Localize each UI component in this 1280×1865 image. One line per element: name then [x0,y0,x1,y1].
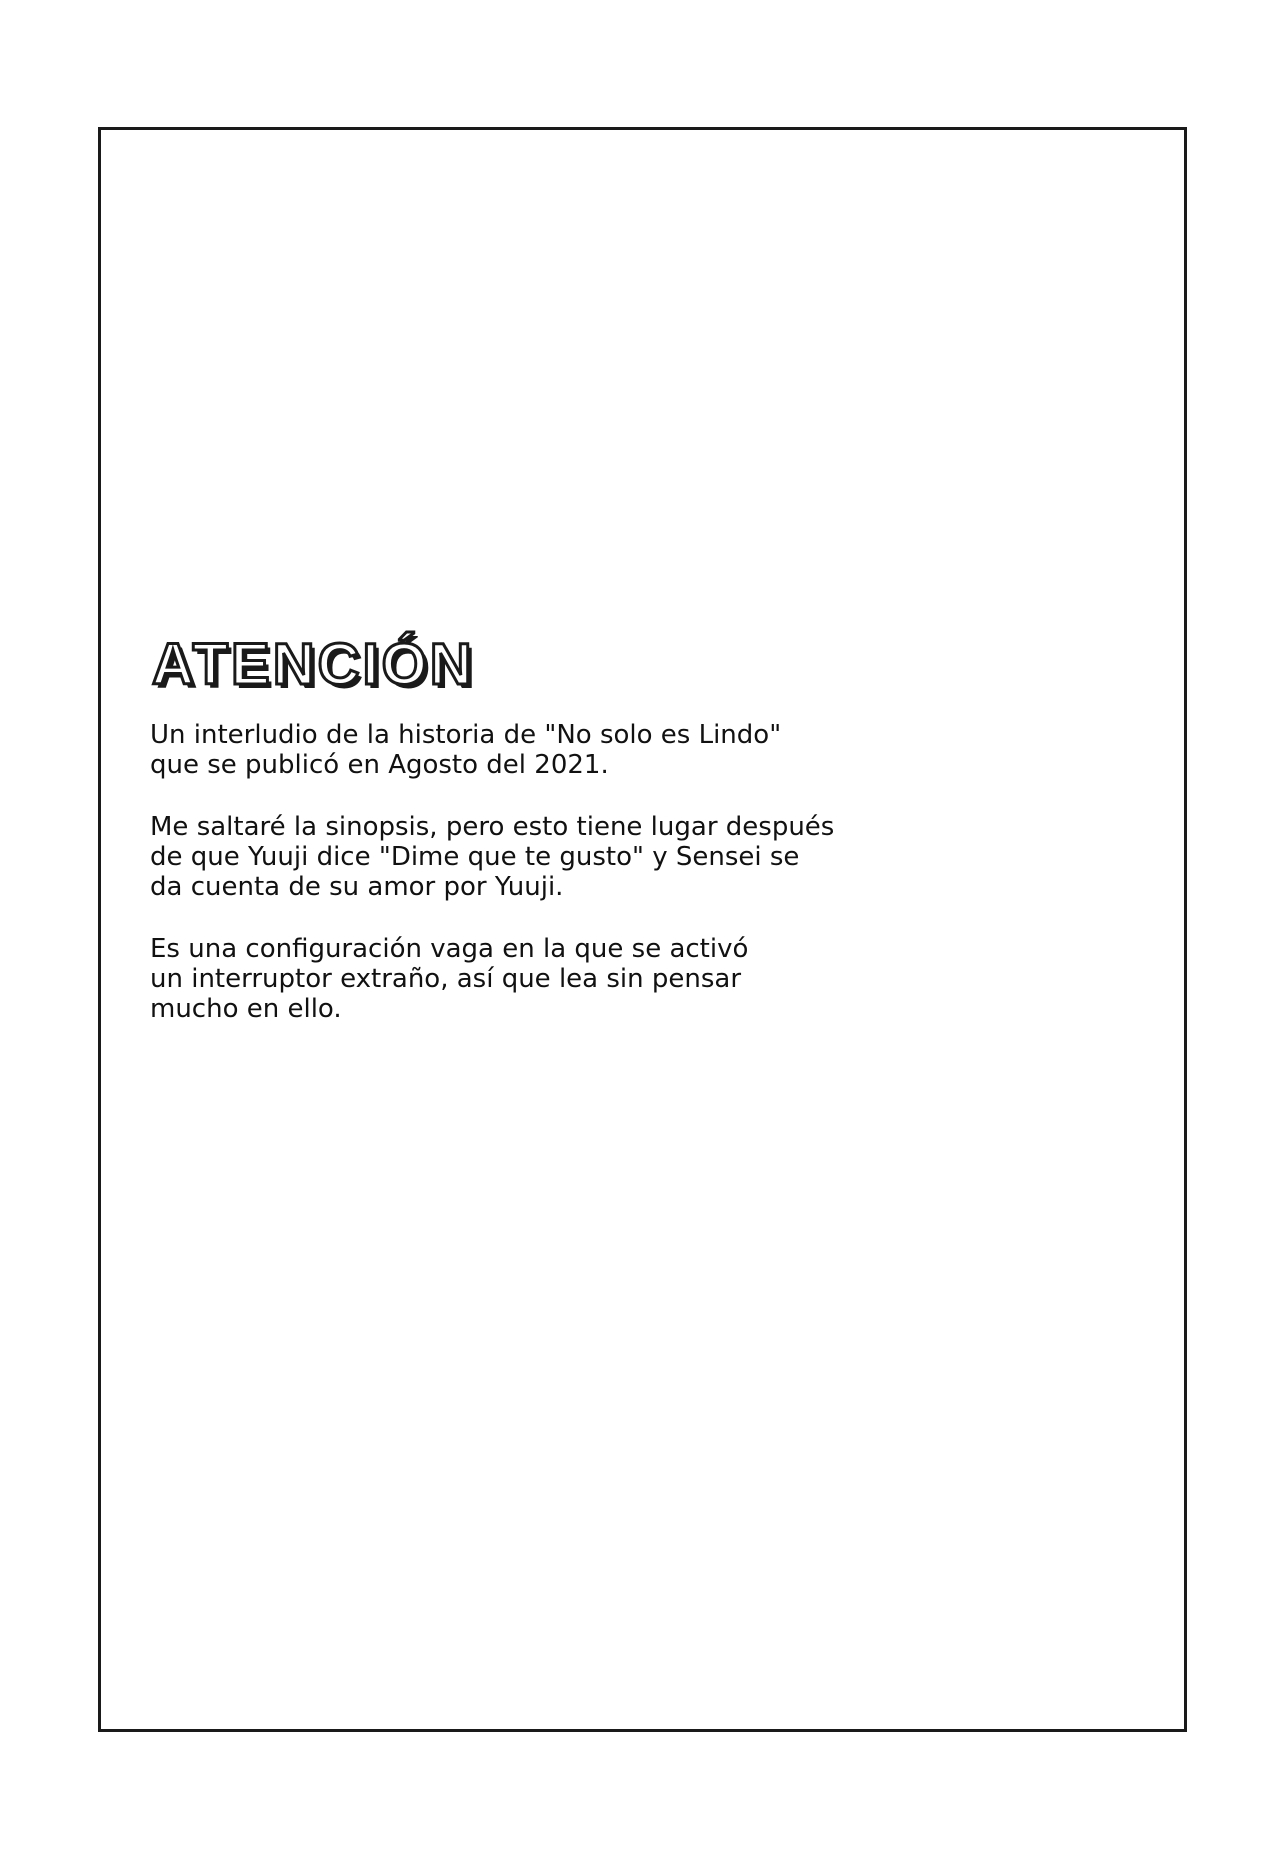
notice-line: que se publicó en Agosto del 2021. [150,750,609,780]
notice-line: mucho en ello. [150,994,342,1024]
notice-line: de que Yuuji dice "Dime que te gusto" y Sensei se [150,842,800,872]
notice-line: Un interludio de la historia de "No solo es Lindo" [150,720,782,750]
notice-line: da cuenta de su amor por Yuuji. [150,872,564,902]
notice-paragraph [150,812,870,902]
notice-title: ATENCIÓN [152,632,475,697]
notice-body [150,720,870,1056]
notice-line: un interruptor extraño, así que lea sin pensar [150,964,742,994]
notice-paragraph [150,720,870,780]
notice-line: Me saltaré la sinopsis, pero esto tiene lugar después [150,812,835,842]
notice-line: Es una configuración vaga en la que se activó [150,934,749,964]
notice-paragraph [150,934,870,1024]
